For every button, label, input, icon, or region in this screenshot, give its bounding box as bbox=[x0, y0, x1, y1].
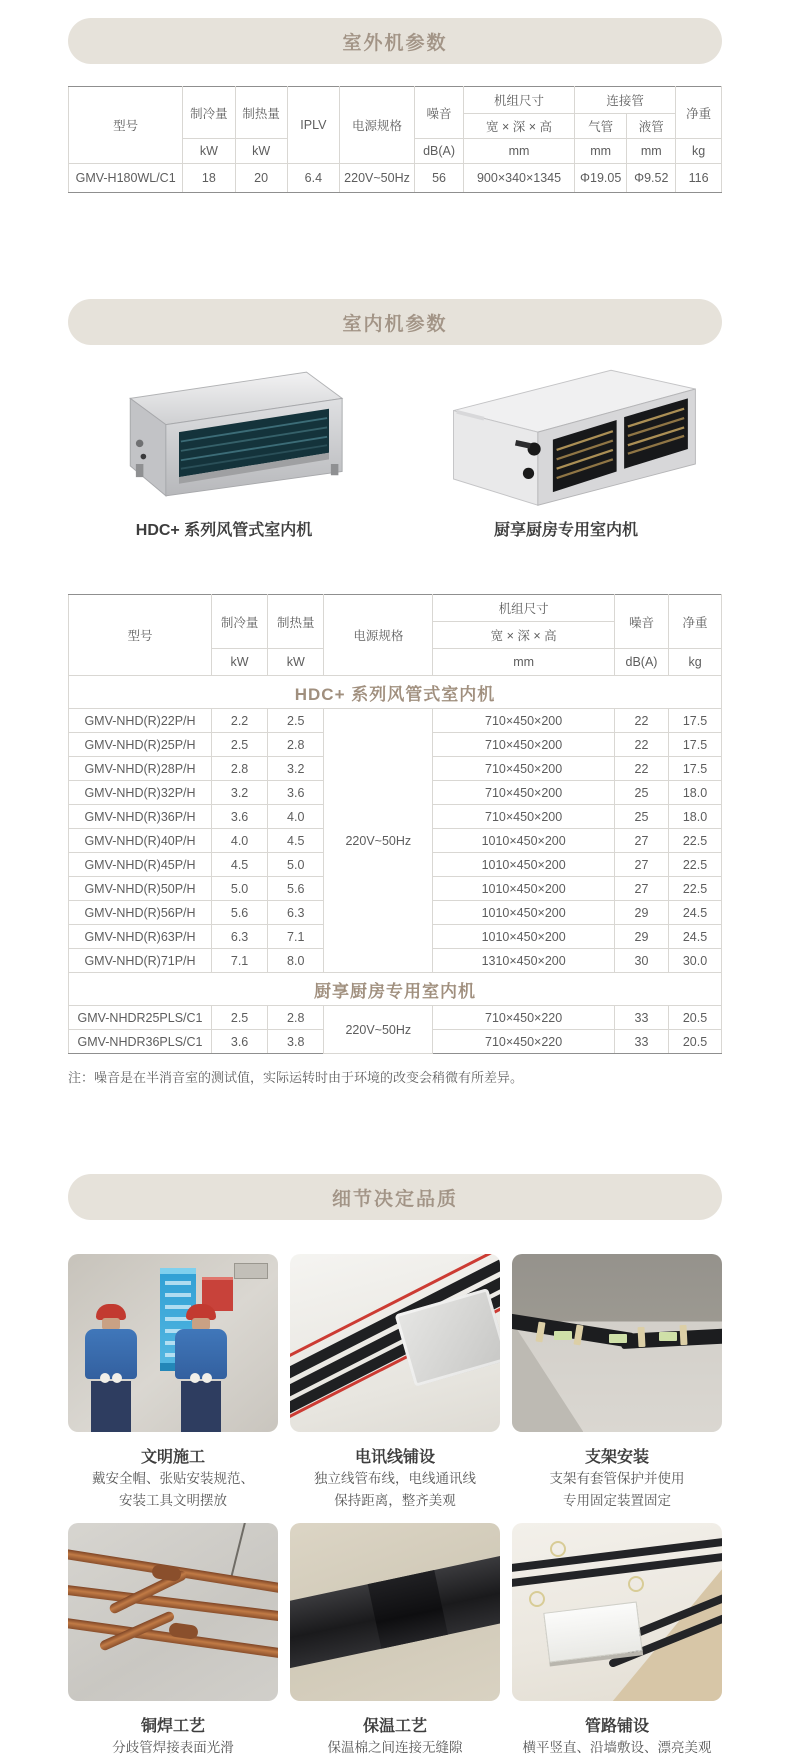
cell-weight: 17.5 bbox=[669, 709, 722, 733]
col-header-heating: 制热量 bbox=[268, 595, 324, 649]
section-title-kitchen: 厨享厨房专用室内机 bbox=[69, 973, 722, 1006]
photo-pipe-laying bbox=[512, 1523, 722, 1701]
banner-details-label: 细节决定品质 bbox=[331, 1188, 458, 1210]
photo-detail bbox=[231, 1523, 248, 1576]
detail-item bbox=[68, 1254, 278, 1511]
col-header-weight: 净重 bbox=[676, 87, 722, 139]
detail-item bbox=[512, 1523, 722, 1761]
photo-civilized-construction bbox=[68, 1254, 278, 1432]
section-banner-indoor bbox=[68, 299, 722, 345]
detail-desc: 独立线管布线，电线通讯线 bbox=[314, 1471, 476, 1486]
table-section-row bbox=[69, 676, 722, 709]
cell-heating: 6.3 bbox=[268, 901, 324, 925]
cell-dims: 710×450×220 bbox=[433, 1006, 615, 1030]
photo-detail bbox=[573, 1325, 583, 1346]
cell-weight: 30.0 bbox=[669, 949, 722, 973]
photo-telecom-wiring bbox=[290, 1254, 500, 1432]
cell-iplv: 6.4 bbox=[287, 164, 339, 193]
hdc-unit-caption: HDC+ 系列风管式室内机 bbox=[135, 522, 313, 539]
detail-title: 电讯线铺设 bbox=[354, 1449, 435, 1466]
cell-heating: 7.1 bbox=[268, 925, 324, 949]
detail-title: 保温工艺 bbox=[362, 1718, 427, 1735]
detail-title: 管路铺设 bbox=[584, 1718, 649, 1735]
cell-cooling: 2.8 bbox=[212, 757, 268, 781]
col-header-model: 型号 bbox=[69, 595, 212, 676]
detail-item bbox=[68, 1523, 278, 1761]
cell-dims: 1010×450×200 bbox=[433, 829, 615, 853]
photo-detail bbox=[609, 1334, 627, 1343]
cell-noise: 22 bbox=[614, 733, 668, 757]
cell-dims: 1010×450×200 bbox=[433, 877, 615, 901]
detail-item bbox=[290, 1254, 500, 1511]
detail-title: 文明施工 bbox=[140, 1449, 205, 1466]
outdoor-spec-table bbox=[68, 86, 722, 193]
cell-noise: 22 bbox=[614, 757, 668, 781]
cell-weight: 22.5 bbox=[669, 877, 722, 901]
cell-heating: 3.8 bbox=[268, 1030, 324, 1054]
cell-cooling: 7.1 bbox=[212, 949, 268, 973]
cell-dims: 710×450×200 bbox=[433, 805, 615, 829]
col-header-dims-sub: 宽 × 深 × 高 bbox=[464, 114, 575, 139]
kitchen-unit-figure bbox=[410, 359, 722, 540]
cell-cooling: 5.0 bbox=[212, 877, 268, 901]
indoor-unit-images bbox=[68, 359, 722, 540]
detail-desc: 分歧管焊接表面光滑 bbox=[112, 1740, 234, 1755]
photo-insulation-work bbox=[290, 1523, 500, 1701]
noise-note: 注：噪音是在半消音室的测试值，实际运转时由于环境的改变会稍微有所差异。 bbox=[68, 1070, 524, 1085]
col-header-cooling: 制冷量 bbox=[212, 595, 268, 649]
cell-cooling: 18 bbox=[183, 164, 235, 193]
unit-mm: mm bbox=[627, 139, 676, 164]
cell-dims: 1010×450×200 bbox=[433, 853, 615, 877]
detail-desc: 安装工具文明摆放 bbox=[119, 1493, 227, 1508]
col-header-liquid-pipe: 液管 bbox=[627, 114, 676, 139]
detail-item bbox=[512, 1254, 722, 1511]
worker-figure bbox=[79, 1304, 143, 1432]
cell-cooling: 4.0 bbox=[212, 829, 268, 853]
detail-desc: 保持距离，整齐美观 bbox=[334, 1493, 456, 1508]
kitchen-unit-image bbox=[410, 359, 722, 509]
unit-db: dB(A) bbox=[614, 649, 668, 676]
hdc-unit-illustration bbox=[79, 359, 369, 509]
cell-weight: 17.5 bbox=[669, 733, 722, 757]
cell-dims: 710×450×200 bbox=[433, 733, 615, 757]
cell-noise: 27 bbox=[614, 877, 668, 901]
detail-desc: 专用固定装置固定 bbox=[563, 1493, 671, 1508]
banner-indoor-label: 室内机参数 bbox=[342, 313, 448, 335]
cell-weight: 22.5 bbox=[669, 853, 722, 877]
cell-cooling: 3.6 bbox=[212, 1030, 268, 1054]
cell-dims: 1310×450×200 bbox=[433, 949, 615, 973]
cell-cooling: 4.5 bbox=[212, 853, 268, 877]
col-header-dims-sub: 宽 × 深 × 高 bbox=[433, 622, 615, 649]
cell-noise: 30 bbox=[614, 949, 668, 973]
cell-noise: 29 bbox=[614, 925, 668, 949]
cell-noise: 27 bbox=[614, 829, 668, 853]
page-content bbox=[68, 18, 722, 1761]
cell-weight: 18.0 bbox=[669, 781, 722, 805]
worker-figure bbox=[169, 1304, 233, 1432]
cell-weight: 17.5 bbox=[669, 757, 722, 781]
cell-model: GMV-NHD(R)22P/H bbox=[69, 709, 212, 733]
cell-noise: 56 bbox=[415, 164, 464, 193]
col-header-noise: 噪音 bbox=[614, 595, 668, 649]
cell-model: GMV-NHD(R)50P/H bbox=[69, 877, 212, 901]
cell-heating: 2.5 bbox=[268, 709, 324, 733]
detail-desc: 横平竖直、沿墙敷设、漂亮美观 bbox=[522, 1740, 712, 1755]
photo-detail bbox=[637, 1327, 645, 1347]
unit-kw: kW bbox=[235, 139, 287, 164]
photo-detail bbox=[554, 1331, 572, 1340]
cell-model: GMV-NHD(R)71P/H bbox=[69, 949, 212, 973]
col-header-model: 型号 bbox=[69, 87, 183, 164]
cell-dims: 710×450×200 bbox=[433, 709, 615, 733]
cell-noise: 33 bbox=[614, 1030, 668, 1054]
photo-detail bbox=[679, 1325, 687, 1345]
cell-noise: 33 bbox=[614, 1006, 668, 1030]
detail-desc: 支架有套管保护并使用 bbox=[549, 1471, 685, 1486]
cell-heating: 5.6 bbox=[268, 877, 324, 901]
cell-model: GMV-NHD(R)56P/H bbox=[69, 901, 212, 925]
cell-weight: 24.5 bbox=[669, 901, 722, 925]
hdc-unit-image bbox=[68, 359, 380, 509]
detail-title: 支架安装 bbox=[584, 1449, 649, 1466]
unit-kg: kg bbox=[669, 649, 722, 676]
unit-kw: kW bbox=[183, 139, 235, 164]
cell-model: GMV-NHD(R)45P/H bbox=[69, 853, 212, 877]
detail-desc: 戴安全帽、张贴安装规范、 bbox=[92, 1471, 254, 1486]
cell-power: 220V~50Hz bbox=[339, 164, 414, 193]
unit-mm: mm bbox=[575, 139, 627, 164]
table-header-row bbox=[69, 87, 722, 114]
photo-copper-welding bbox=[68, 1523, 278, 1701]
cell-weight: 24.5 bbox=[669, 925, 722, 949]
unit-kw: kW bbox=[212, 649, 268, 676]
unit-kw: kW bbox=[268, 649, 324, 676]
cell-heating: 20 bbox=[235, 164, 287, 193]
col-header-dims-group: 机组尺寸 bbox=[464, 87, 575, 114]
cell-noise: 29 bbox=[614, 901, 668, 925]
cell-heating: 3.2 bbox=[268, 757, 324, 781]
cell-heating: 8.0 bbox=[268, 949, 324, 973]
cell-liquid-pipe: Φ9.52 bbox=[627, 164, 676, 193]
col-header-dims-group: 机组尺寸 bbox=[433, 595, 615, 622]
cell-model: GMV-NHD(R)36P/H bbox=[69, 805, 212, 829]
cell-weight: 116 bbox=[676, 164, 722, 193]
cell-heating: 3.6 bbox=[268, 781, 324, 805]
cell-power: 220V~50Hz bbox=[324, 1006, 433, 1054]
unit-kg: kg bbox=[676, 139, 722, 164]
cell-cooling: 5.6 bbox=[212, 901, 268, 925]
photo-detail bbox=[529, 1591, 545, 1607]
cell-heating: 4.0 bbox=[268, 805, 324, 829]
cell-model: GMV-NHD(R)63P/H bbox=[69, 925, 212, 949]
cell-model: GMV-NHDR36PLS/C1 bbox=[69, 1030, 212, 1054]
cell-heating: 5.0 bbox=[268, 853, 324, 877]
photo-detail bbox=[628, 1576, 644, 1592]
cell-dims: 900×340×1345 bbox=[464, 164, 575, 193]
kitchen-unit-illustration bbox=[421, 359, 711, 509]
detail-desc bbox=[68, 1760, 278, 1761]
col-header-power: 电源规格 bbox=[339, 87, 414, 164]
cell-dims: 1010×450×200 bbox=[433, 901, 615, 925]
unit-mm: mm bbox=[433, 649, 615, 676]
section-title-hdc: HDC+ 系列风管式室内机 bbox=[69, 676, 722, 709]
col-header-gas-pipe: 气管 bbox=[575, 114, 627, 139]
cell-dims: 710×450×220 bbox=[433, 1030, 615, 1054]
cell-cooling: 2.5 bbox=[212, 733, 268, 757]
col-header-pipe-group: 连接管 bbox=[575, 87, 676, 114]
cell-heating: 2.8 bbox=[268, 1006, 324, 1030]
col-header-iplv: IPLV bbox=[287, 87, 339, 164]
cell-heating: 4.5 bbox=[268, 829, 324, 853]
table-row bbox=[69, 709, 722, 733]
detail-desc: 保温棉之间连接无缝隙 bbox=[327, 1740, 463, 1755]
kitchen-unit-caption: 厨享厨房专用室内机 bbox=[493, 522, 638, 539]
cell-weight: 22.5 bbox=[669, 829, 722, 853]
cell-noise: 22 bbox=[614, 709, 668, 733]
unit-db: dB(A) bbox=[415, 139, 464, 164]
section-banner-outdoor bbox=[68, 18, 722, 64]
col-header-heating: 制热量 bbox=[235, 87, 287, 139]
photo-detail bbox=[290, 1552, 500, 1671]
cell-dims: 710×450×200 bbox=[433, 781, 615, 805]
hdc-unit-figure bbox=[68, 359, 380, 540]
table-header-row bbox=[69, 595, 722, 622]
photo-detail bbox=[368, 1570, 448, 1649]
col-header-noise: 噪音 bbox=[415, 87, 464, 139]
cell-model: GMV-NHD(R)25P/H bbox=[69, 733, 212, 757]
cell-model: GMV-NHDR25PLS/C1 bbox=[69, 1006, 212, 1030]
detail-desc bbox=[290, 1760, 500, 1761]
cell-model: GMV-NHD(R)40P/H bbox=[69, 829, 212, 853]
cell-model: GMV-NHD(R)28P/H bbox=[69, 757, 212, 781]
cell-model: GMV-NHD(R)32P/H bbox=[69, 781, 212, 805]
cell-noise: 25 bbox=[614, 781, 668, 805]
detail-item bbox=[290, 1523, 500, 1761]
cell-cooling: 2.5 bbox=[212, 1006, 268, 1030]
table-section-row bbox=[69, 973, 722, 1006]
col-header-power: 电源规格 bbox=[324, 595, 433, 676]
cell-cooling: 2.2 bbox=[212, 709, 268, 733]
indoor-spec-table bbox=[68, 594, 722, 1054]
cell-noise: 25 bbox=[614, 805, 668, 829]
cell-weight: 20.5 bbox=[669, 1030, 722, 1054]
banner-outdoor-label: 室外机参数 bbox=[342, 32, 448, 54]
cell-cooling: 6.3 bbox=[212, 925, 268, 949]
unit-mm: mm bbox=[464, 139, 575, 164]
cell-weight: 20.5 bbox=[669, 1006, 722, 1030]
section-banner-details bbox=[68, 1174, 722, 1220]
col-header-weight: 净重 bbox=[669, 595, 722, 649]
detail-title: 铜焊工艺 bbox=[140, 1718, 205, 1735]
cell-dims: 710×450×200 bbox=[433, 757, 615, 781]
cell-gas-pipe: Φ19.05 bbox=[575, 164, 627, 193]
cell-heating: 2.8 bbox=[268, 733, 324, 757]
photo-bracket-install bbox=[512, 1254, 722, 1432]
detail-photo-grid bbox=[68, 1254, 722, 1761]
photo-detail bbox=[234, 1263, 268, 1279]
photo-detail bbox=[659, 1332, 677, 1341]
cell-power: 220V~50Hz bbox=[324, 709, 433, 973]
cell-dims: 1010×450×200 bbox=[433, 925, 615, 949]
photo-detail bbox=[550, 1541, 566, 1557]
col-header-cooling: 制冷量 bbox=[183, 87, 235, 139]
table-row bbox=[69, 1006, 722, 1030]
cell-noise: 27 bbox=[614, 853, 668, 877]
detail-desc bbox=[512, 1760, 722, 1761]
cell-cooling: 3.6 bbox=[212, 805, 268, 829]
cell-weight: 18.0 bbox=[669, 805, 722, 829]
cell-model: GMV-H180WL/C1 bbox=[69, 164, 183, 193]
table-row bbox=[69, 164, 722, 193]
cell-cooling: 3.2 bbox=[212, 781, 268, 805]
